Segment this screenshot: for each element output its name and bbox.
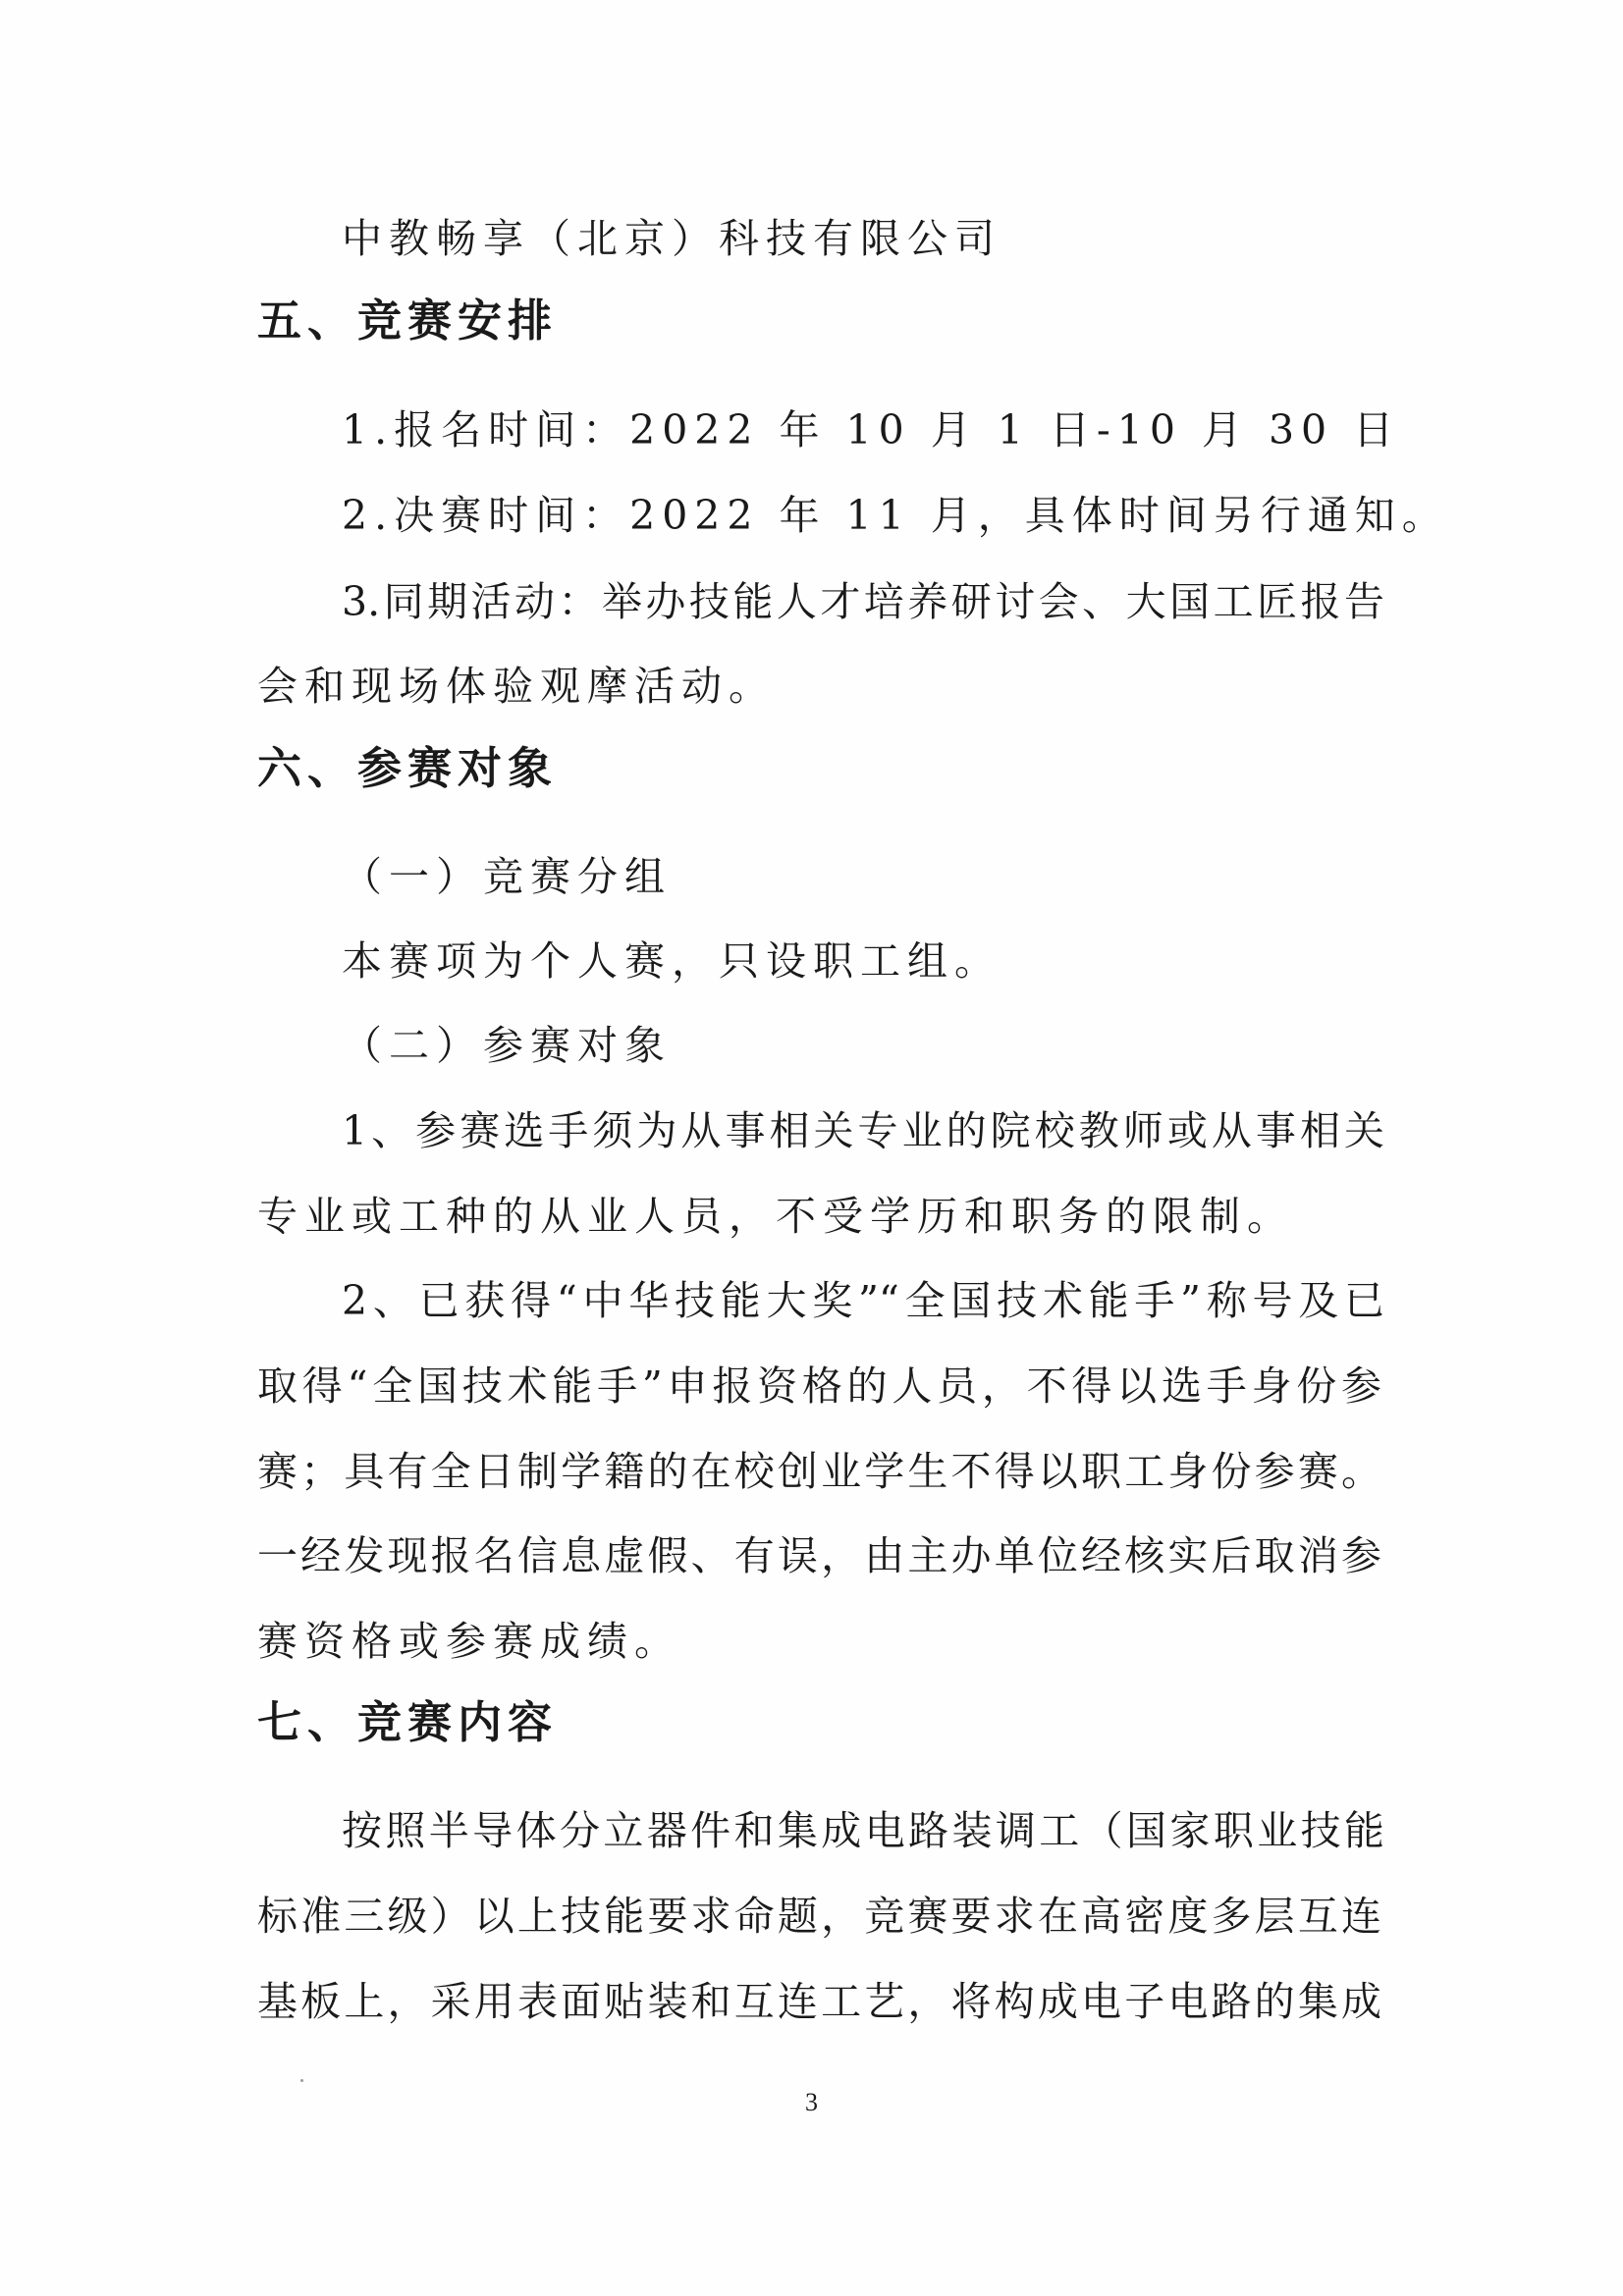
- content-paragraph-line-1: 按照半导体分立器件和集成电路装调工（国家职业技能: [342, 1807, 1384, 1854]
- section-heading-content: 七、竞赛内容: [257, 1696, 559, 1748]
- participant-rule-2-line: 2、已获得“中华技能大奖”“全国技术能手”称号及已: [342, 1277, 1384, 1324]
- concurrent-activities-line-cont: 会和现场体验观摩活动。: [257, 663, 776, 710]
- participant-rule-2-line-3: 赛；具有全日制学籍的在校创业学生不得以职工身份参赛。: [257, 1448, 1381, 1495]
- final-time-line: 2.决赛时间：2022 年 11 月，具体时间另行通知。: [342, 492, 1449, 539]
- subheading-participants: （二）参赛对象: [342, 1022, 672, 1069]
- participant-rule-2-line-2: 取得“全国技术能手”申报资格的人员，不得以选手身份参: [257, 1362, 1381, 1410]
- participant-rule-1-line: 1、参赛选手须为从事相关专业的院校教师或从事相关: [342, 1107, 1384, 1154]
- participant-rule-2-line-4: 一经发现报名信息虚假、有误，由主办单位经核实后取消参: [257, 1532, 1381, 1579]
- company-name-line: 中教畅享（北京）科技有限公司: [342, 215, 1001, 262]
- page-number: 3: [805, 2088, 818, 2116]
- section-heading-participants: 六、参赛对象: [257, 742, 559, 794]
- content-paragraph-line-2: 标准三级）以上技能要求命题，竞赛要求在高密度多层互连: [257, 1893, 1381, 1940]
- content-paragraph-line-3: 基板上，采用表面贴装和互连工艺，将构成电子电路的集成: [257, 1978, 1381, 2025]
- participant-rule-2-line-5: 赛资格或参赛成绩。: [257, 1618, 681, 1665]
- subheading-grouping: （一）竞赛分组: [342, 853, 672, 900]
- section-heading-schedule: 五、竞赛安排: [257, 294, 559, 347]
- scan-speck: [300, 2079, 303, 2082]
- participant-rule-1-line-cont: 专业或工种的从业人员，不受学历和职务的限制。: [257, 1193, 1294, 1240]
- grouping-text: 本赛项为个人赛，只设职工组。: [342, 937, 1001, 985]
- concurrent-activities-line: 3.同期活动：举办技能人才培养研讨会、大国工匠报告: [342, 578, 1384, 625]
- registration-time-line: 1.报名时间：2022 年 10 月 1 日-10 月 30 日: [342, 406, 1401, 454]
